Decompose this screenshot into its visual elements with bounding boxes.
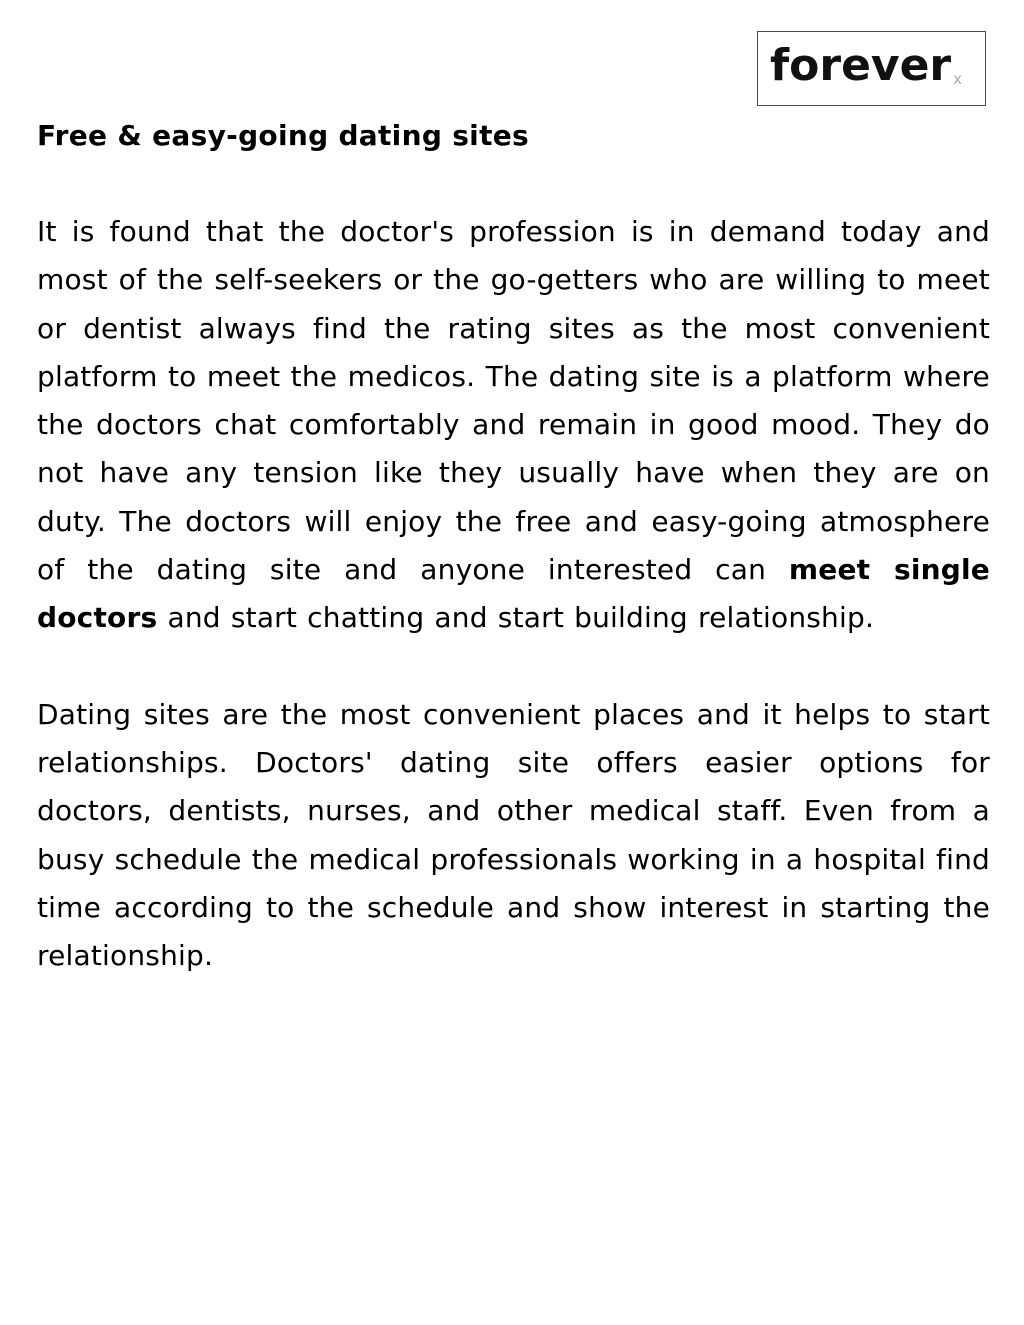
meet-single-doctors-link[interactable]: meet single doctors bbox=[37, 553, 990, 635]
article bbox=[37, 112, 990, 1028]
article-heading: Free & easy-going dating sites bbox=[37, 119, 530, 152]
paragraph-1-text-a: It is found that the doctor's profession is in demand today and most of the self-seekers or the go-getters who are willing to meet or dentist always find the rating sites as the most convenient platform to meet the medicos. The dating site is a platform where the doctors chat comfortably and remain in good mood. They do not have any tension like they usually have when they are on duty. The doctors will enjoy the free and easy-going atmosphere of the dating site and anyone interested can bbox=[37, 215, 990, 587]
logo-suffix: x bbox=[953, 69, 963, 88]
paragraph-1-text-b: and start chatting and start building relationship. bbox=[157, 601, 875, 635]
logo-word: forever bbox=[770, 39, 952, 91]
paragraph-1 bbox=[37, 208, 990, 643]
logo bbox=[757, 31, 986, 106]
paragraph-2: Dating sites are the most convenient places and it helps to start relationships. Doctors' dating site offers easier options for doctors, dentists, nurses, and other medical staff. Even from a busy schedule the medical professionals working in a hospital find time according to the schedule and show interest in starting the relationship. bbox=[37, 697, 990, 973]
